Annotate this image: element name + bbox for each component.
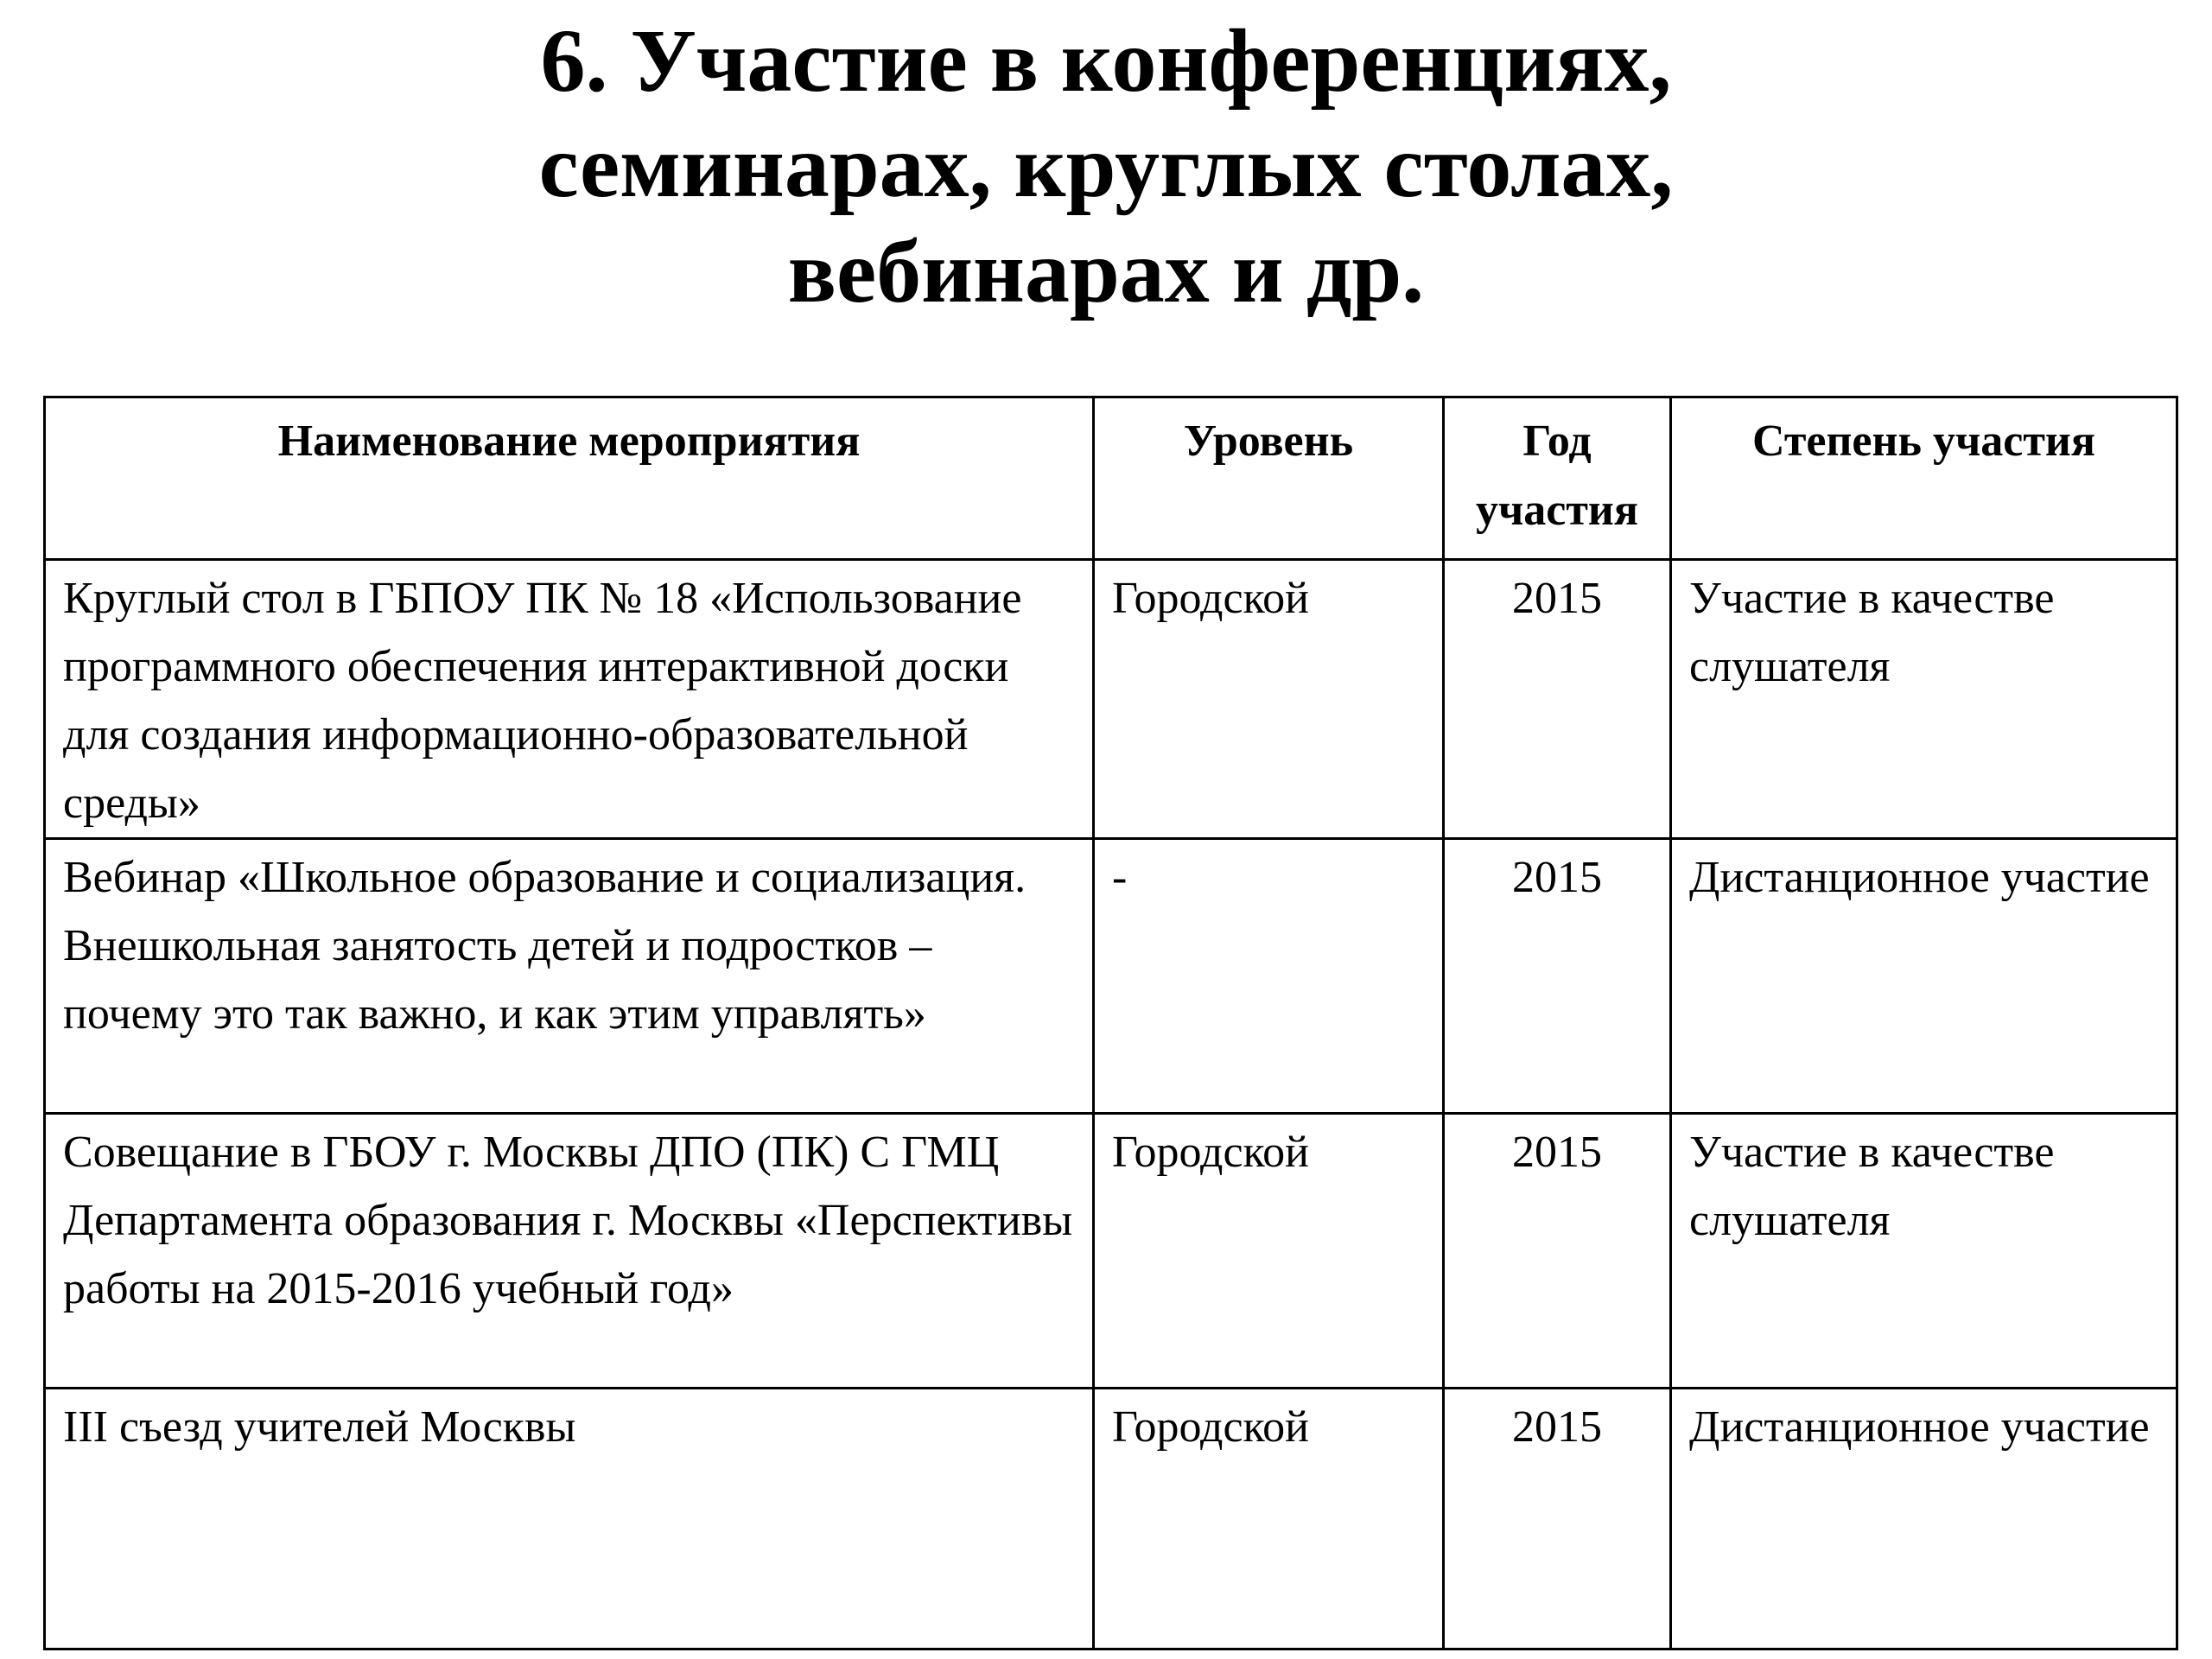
slide-title-line-2: семинарах, круглых столах, — [538, 117, 1674, 216]
event-year-cell: 2015 — [1444, 1114, 1671, 1389]
event-participation-cell: Участие в качестве слушателя — [1671, 560, 2177, 839]
slide-title-line-1: 6. Участие в конференциях, — [540, 11, 1672, 111]
event-name-cell: Круглый стол в ГБПОУ ПК № 18 «Использование программного обеспечения интерактивной доски для создания информационно-образовательной среды» — [45, 560, 1094, 839]
event-level-cell: Городской — [1094, 560, 1444, 839]
header-event-name: Наименование мероприятия — [45, 397, 1094, 560]
header-year: Год участия — [1444, 397, 1671, 560]
event-name-cell: III съезд учителей Москвы — [45, 1389, 1094, 1649]
event-participation-cell: Дистанционное участие — [1671, 839, 2177, 1114]
table-row — [45, 1389, 2177, 1649]
header-level: Уровень — [1094, 397, 1444, 560]
table-row — [45, 839, 2177, 1114]
table-row — [45, 560, 2177, 839]
slide-title-line-3: вебинарах и др. — [787, 222, 1425, 321]
event-participation-cell: Участие в качестве слушателя — [1671, 1114, 2177, 1389]
event-level-cell: - — [1094, 839, 1444, 1114]
event-year-cell: 2015 — [1444, 560, 1671, 839]
table-row — [45, 1114, 2177, 1389]
table-header-row — [45, 397, 2177, 560]
event-year-cell: 2015 — [1444, 1389, 1671, 1649]
header-participation: Степень участия — [1671, 397, 2177, 560]
event-participation-cell: Дистанционное участие — [1671, 1389, 2177, 1649]
events-table — [43, 396, 2178, 1650]
event-name-cell: Совещание в ГБОУ г. Москвы ДПО (ПК) С ГМЦ Департамента образования г. Москвы «Перспективы работы на 2015-2016 учебный год» — [45, 1114, 1094, 1389]
event-level-cell: Городской — [1094, 1389, 1444, 1649]
event-name-cell: Вебинар «Школьное образование и социализация. Внешкольная занятость детей и подростков – почему это так важно, и как этим управлять» — [45, 839, 1094, 1114]
event-level-cell: Городской — [1094, 1114, 1444, 1389]
slide-title — [0, 9, 2212, 325]
event-year-cell: 2015 — [1444, 839, 1671, 1114]
